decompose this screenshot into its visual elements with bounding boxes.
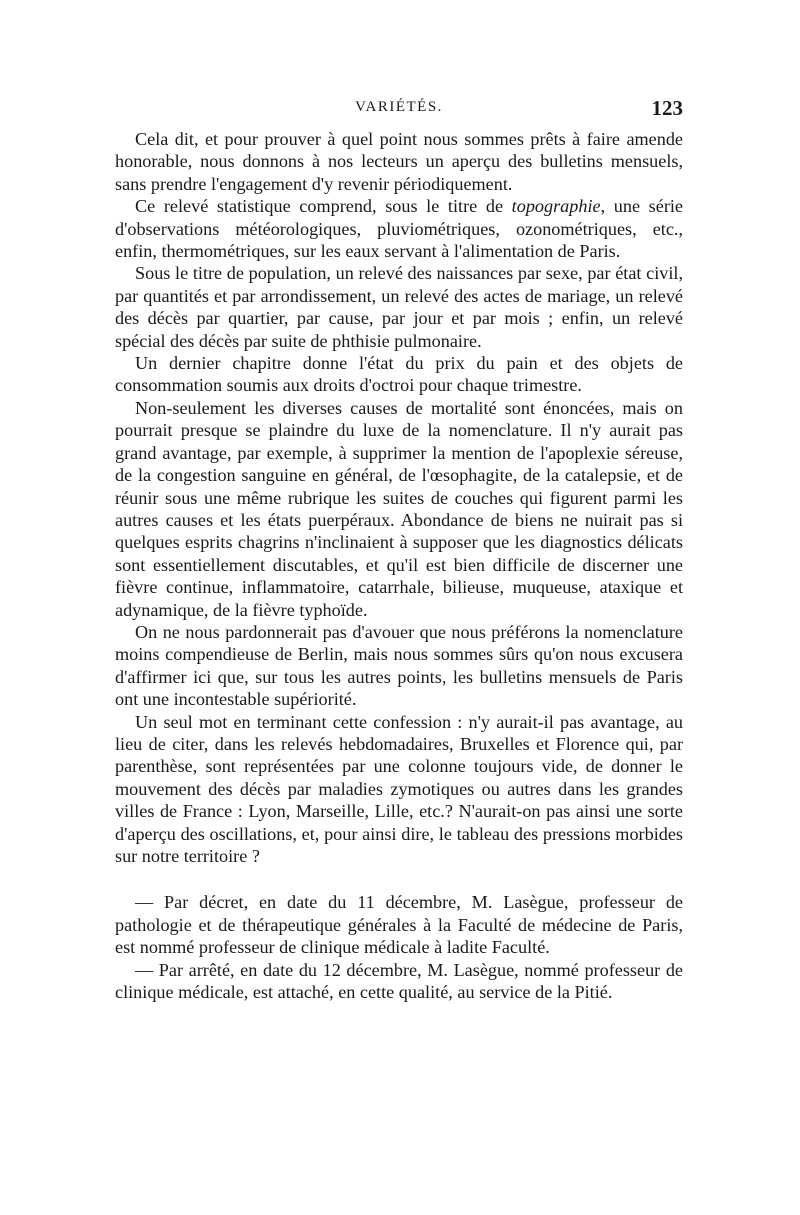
paragraph-text: , une série d'observations météorologiques, pluviométriques, ozonométriques, etc., enfin, thermométriques, sur les eaux servant à l'alimentation de Paris.: [115, 196, 684, 262]
body-text: [115, 128, 683, 1003]
paragraph: Sous le titre de population, un relevé des naissances par sexe, par état civil, par quantités et par arrondissement, un relevé des actes de mariage, un relevé des décès par quartier, par cause, par jour et par mois ; enfin, un relevé spécial des décès par suite de phthisie pulmonaire.: [115, 263, 683, 351]
news-item: — Par décret, en date du 11 décembre, M. Lasègue, professeur de pathologie et de thérapeutique générales à la Faculté de médecine de Paris, est nommé professeur de clinique médicale à ladite Faculté.: [115, 892, 683, 958]
paragraph: On ne nous pardonnerait pas d'avouer que nous préférons la nomenclature moins compendieuse de Berlin, mais nous sommes sûrs qu'on nous excusera d'affirmer ici que, sur tous les autres points, les bulletins mensuels de Paris ont une incontestable supériorité.: [115, 621, 683, 710]
page-header: [115, 96, 683, 122]
running-title: VARIÉTÉS.: [355, 99, 443, 115]
paragraph: Non-seulement les diverses causes de mortalité sont énoncées, mais on pourrait presque se plaindre du luxe de la nomenclature. Il n'y aurait pas grand avantage, par exemple, à supprimer la mention de l'apoplexie séreuse, de la congestion sanguine en général, de l'œsophagite, de la catalepsie, et de réunir sous une même rubrique les suites de couches qui figurent parmi les autres causes et les états puerpéraux. Abondance de biens ne nuirait pas si quelques esprits chagrins n'inclinaient à supposer que les diagnostics délicats sont essentiellement discutables, et qu'il est bien difficile de discerner une fièvre continue, inflammatoire, catarrhale, bilieuse, muqueuse, ataxique et adynamique, de la fièvre typhoïde.: [115, 397, 683, 620]
paragraph: Un dernier chapitre donne l'état du prix du pain et des objets de consommation soumis aux droits d'octroi pour chaque trimestre.: [115, 353, 683, 396]
page-number: 123: [651, 96, 683, 120]
news-item: — Par arrêté, en date du 12 décembre, M. Lasègue, nommé professeur de clinique médicale, est attaché, en cette qualité, au service de la Pitié.: [115, 959, 683, 1003]
italic-term: topographie: [511, 196, 601, 217]
paragraph: Cela dit, et pour prouver à quel point nous sommes prêts à faire amende honorable, nous donnons à nos lecteurs un aperçu des bulletins mensuels, sans prendre l'engagement d'y revenir périodiquement.: [115, 129, 683, 194]
paragraph: Un seul mot en terminant cette confession : n'y aurait-il pas avantage, au lieu de citer, dans les relevés hebdomadaires, Bruxelles et Florence qui, par parenthèse, sont représentées par une colonne toujours vide, de donner le mouvement des décès par maladies zymotiques ou autres dans les grandes villes de France : Lyon, Marseille, Lille, etc.? N'aurait-on pas ainsi une sorte d'aperçu des oscillations, et, pour ainsi dire, le tableau des pressions morbides sur notre territoire ?: [115, 711, 683, 866]
paragraph-text: Ce relevé statistique comprend, sous le titre de: [135, 196, 512, 217]
paragraph: [115, 195, 683, 262]
section-gap: [115, 867, 683, 891]
